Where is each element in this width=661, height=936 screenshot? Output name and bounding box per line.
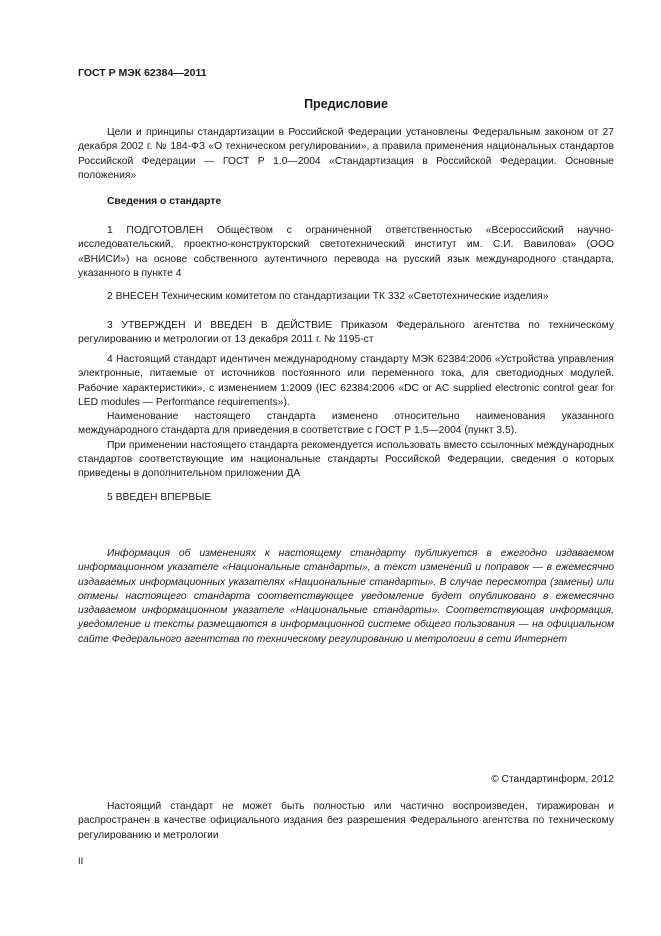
item-4-name-note: Наименование настоящего стандарта изменено относительно наименования указанного международного стандарта для приведения в соответствие с ГОСТ Р 1.5—2004 (пункт 3.5). — [78, 411, 614, 437]
page-number: II — [78, 856, 84, 867]
copyright-line: © Стандартинформ, 2012 — [491, 774, 614, 785]
reproduction-notice: Настоящий стандарт не может быть полностью или частично воспроизведен, тиражирован и распространен в качестве официального издания без разрешения Федерального агентства по техническому регулированию и метрологии — [78, 801, 614, 841]
item-4-references-note: При применении настоящего стандарта рекомендуется использовать вместо ссылочных международных стандартов соответствующие им национальные стандарты Российской Федерации, сведения о которых приведены в дополнительном приложении ДА — [78, 439, 614, 480]
item-2-paragraph: 2 ВНЕСЕН Техническим комитетом по стандартизации ТК 332 «Светотехнические изделия» — [107, 291, 549, 302]
document-header: ГОСТ Р МЭК 62384—2011 — [78, 67, 207, 79]
item-4-paragraph: 4 Настоящий стандарт идентичен международному стандарту МЭК 62384:2006 «Устройства управления электронные, питаемые от источников постоянного или переменного тока, для светодиодных модулей. Рабочие характеристики», с изменением 1:2009 (IEC 62384:2006 «DC or AC supplied electronic control gear for LED modules — Performance requirements»). — [78, 354, 614, 408]
item-3-paragraph: 3 УТВЕРЖДЕН И ВВЕДЕН В ДЕЙСТВИЕ Приказом Федерального агентства по техническому регулированию и метрологии от 13 декабря 2011 г. № 1195-ст — [78, 320, 614, 346]
page-title: Предисловие — [304, 97, 388, 111]
intro-paragraph: Цели и принципы стандартизации в Российской Федерации установлены Федеральным законом от 27 декабря 2002 г. № 184-ФЗ «О техническом регулировании», а правила применения национальных стандартов Российской Федерации — ГОСТ Р 1.0—2004 «Стандартизация в Российской Федерации. Основные положения» — [78, 127, 614, 181]
item-5-paragraph: 5 ВВЕДЕН ВПЕРВЫЕ — [107, 492, 212, 503]
item-4-group — [78, 353, 614, 482]
changes-notice: Информация об изменениях к настоящему стандарту публикуется в ежегодно издаваемом информационном указателе «Национальные стандарты», а текст изменений и поправок — в ежемесячно издаваемых информационных указателях «Национальные стандарты». В случае пересмотра (замены) или отмены настоящего стандарта соответствующее уведомление будет опубликовано в ежемесячно издаваемом информационном указателе «Национальные стандарты». Соответствующая информация, уведомление и тексты размещаются в информационной системе общего пользования — на официальном сайте Федерального агентства по техническому регулированию и метрологии в сети Интернет — [78, 548, 614, 645]
section-heading: Сведения о стандарте — [107, 196, 222, 207]
item-1-paragraph: 1 ПОДГОТОВЛЕН Обществом с ограниченной ответственностью «Всероссийский научно-исследовательский, проектно-конструкторский светотехнический институт им. С.И. Вавилова» (ООО «ВНИСИ») на основе собственного аутентичного перевода на русский язык международного стандарта, указанного в пункте 4 — [78, 225, 614, 279]
